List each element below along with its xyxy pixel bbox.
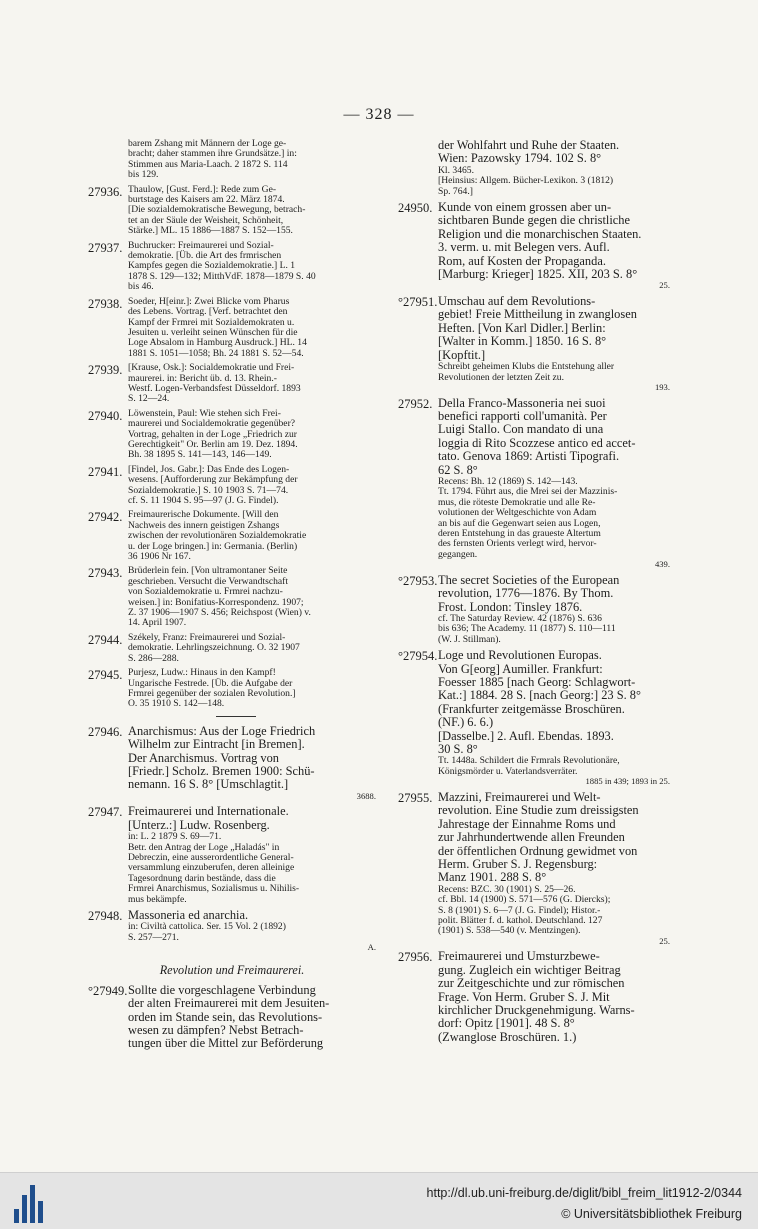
entry-note-line: Stärke.] ML. 15 1886—1887 S. 152—155.	[128, 225, 293, 237]
entry-note-line: Tt. 1794. Führt aus, die Mrei sei der Mazzinis-	[438, 486, 618, 498]
entry-title-line: Von G[eorg] Aumiller. Frankfurt:	[438, 661, 603, 676]
entry-title-line: Sollte die vorgeschlagene Verbindung	[128, 982, 316, 997]
entry-number: 27941.	[88, 464, 123, 479]
entry-note-line: bis 636; The Academy. 11 (1877) S. 110—111	[438, 623, 616, 635]
entry-note-line: des Lebens. Vortrag. [Verf. betrachtet den	[128, 306, 288, 318]
section-heading: Revolution und Freimaurerei.	[159, 962, 305, 977]
entry-note-line: tet an der Säule der Weisheit, Schönheit,	[128, 214, 284, 226]
entry-title-line: Rom, auf Kosten der Propaganda.	[438, 253, 606, 268]
entry-note-line: gegangen.	[438, 548, 478, 560]
bibliography-entry	[88, 668, 376, 710]
bibliography-entry	[398, 139, 670, 197]
entry-reference: 3688.	[356, 790, 376, 801]
entry-note-line: 36 1906 Nr 167.	[128, 551, 191, 563]
entry-note-line: Schreibt geheimen Klubs die Entstehung aller	[438, 361, 615, 373]
bibliography-entry	[88, 465, 376, 507]
entry-title-line: nemann. 16 S. 8° [Umschlagtit.]	[128, 777, 289, 792]
entry-note-line: Tagesordnung darin bestände, dass die	[128, 872, 276, 884]
bibliography-entry	[398, 397, 670, 570]
entry-note-line: Revolutionen der letzten Zeit zu.	[438, 371, 565, 383]
entry-note-line: S. 12—24.	[128, 393, 170, 405]
entry-reference: A.	[367, 942, 376, 953]
entry-note-line: cf. S. 11 1904 S. 95—97 (J. G. Findel).	[128, 495, 279, 506]
bibliography-entry	[398, 295, 670, 392]
entry-note-line: Nachweis des innern geistigen Zshangs	[128, 519, 280, 531]
entry-title-line: Loge und Revolutionen Europas.	[438, 648, 602, 663]
entry-title-line: Mazzini, Freimaurerei und Welt-	[438, 789, 601, 804]
entry-note-line: Freimaurerische Dokumente. [Will den	[128, 509, 279, 521]
entry-note-line: 14. April 1907.	[128, 617, 187, 629]
entry-title-line: Manz 1901. 288 S. 8°	[438, 870, 547, 885]
entry-title-line: sichtbaren Bunde gegen die christliche	[438, 213, 630, 228]
entry-title-line: (NF.) 6. 6.)	[438, 715, 494, 730]
entry-note-line: des fernsten Orients verlegt wird, hervor-	[438, 538, 597, 550]
entry-note-line: Soeder, H[einr.]: Zwei Blicke vom Pharus	[128, 295, 290, 307]
entry-note-line: Jesuiten u. verleiht seinen Wünschen für die	[128, 326, 298, 338]
entry-title-line: zur Jahrhundertwende allen Freunden	[438, 830, 625, 845]
entry-title-line: Della Franco-Massoneria nei suoi	[438, 395, 606, 410]
entry-title-line: Massoneria ed anarchia.	[128, 908, 249, 922]
entry-note-line: Frmrei Anarchismus, Sozialismus u. Nihilis-	[128, 883, 300, 895]
entry-title-line: Freimaurerei und Internationale.	[128, 804, 289, 819]
entry-title-line: Frost. London: Tinsley 1876.	[438, 599, 583, 614]
entry-number: 27947.	[88, 805, 123, 820]
entry-number: 27936.	[88, 184, 123, 199]
entry-note-line: bis 129.	[128, 169, 159, 181]
entry-number: 27945.	[88, 668, 123, 683]
bibliography-entry	[88, 566, 376, 628]
entry-number: 27946.	[88, 724, 123, 739]
entry-title-line: Foesser 1885 [nach Georg: Schlagwort-	[438, 675, 636, 690]
entry-title-line: tato. Genova 1869: Artisti Tipografi.	[438, 449, 620, 464]
entry-note-line: Brüderlein fein. [Von ultramontaner Seite	[128, 565, 288, 577]
entry-note-line: (W. J. Stillman).	[438, 633, 501, 645]
bibliography-entry	[88, 510, 376, 562]
entry-note-line: S. 286—288.	[128, 652, 179, 664]
bibliography-entry	[88, 984, 376, 1051]
entry-title-line: The secret Societies of the European	[438, 572, 620, 587]
entry-title-line: wesen zu dämpfen? Nebst Betrach-	[128, 1023, 304, 1038]
entry-title-line: Kunde von einem grossen aber un-	[438, 200, 612, 215]
entry-title-line: [Kopftit.]	[438, 347, 486, 362]
entry-number: 27938.	[88, 296, 123, 311]
entry-reference: 193.	[654, 381, 670, 392]
bibliography-entry	[88, 139, 376, 181]
entry-number: °27954.	[398, 649, 438, 664]
entry-note-line: Bh. 38 1895 S. 141—143, 146—149.	[128, 449, 272, 461]
footer-bar	[0, 1172, 758, 1229]
entry-note-line: zwischen der revolutionären Sozialdemokratie	[128, 530, 307, 542]
entry-note-line: polit. Blätter f. d. kathol. Deutschland. 127	[438, 914, 603, 926]
entry-note-line: S. 257—271.	[128, 931, 179, 943]
entry-note-line: 1878 S. 129—132; MitthVdF. 1878—1879 S. 40	[128, 270, 316, 282]
bibliography-entry	[88, 409, 376, 461]
entry-title-line: Kat.:] 1884. 28 S. [nach Georg:] 23 S. 8°	[438, 688, 641, 703]
entry-note-line: Buchrucker: Freimaurerei und Sozial-	[128, 239, 274, 251]
entry-title-line: Freimaurerei und Umsturzbewe-	[438, 949, 600, 964]
entry-note-line: Betr. den Antrag der Loge „Haladás" in	[128, 841, 280, 853]
left-column	[88, 139, 376, 1055]
entry-note-line: Vortrag, gehalten in der Loge „Friedrich zur	[128, 428, 297, 440]
separator-rule	[216, 716, 256, 717]
entry-note-line: versammlung einzuberufen, deren alleinige	[128, 862, 295, 874]
bibliography-entry	[88, 297, 376, 359]
entry-note-line: Löwenstein, Paul: Wie stehen sich Frei-	[128, 407, 281, 419]
entry-number: 27937.	[88, 240, 123, 255]
entry-title-line: 30 S. 8°	[438, 742, 478, 757]
entry-note-line: Thaulow, [Gust. Ferd.]: Rede zum Ge-	[128, 183, 277, 195]
entry-note-line: [Heinsius: Allgem. Bücher-Lexikon. 3 (1812)	[438, 175, 614, 187]
entry-note-line: Recens: Bh. 12 (1869) S. 142—143.	[438, 475, 578, 487]
entry-number: 27944.	[88, 632, 123, 647]
entry-number: 27943.	[88, 566, 123, 581]
entry-note-line: Stimmen aus Maria-Laach. 2 1872 S. 114	[128, 158, 288, 170]
entry-note-line: Frmrei gegenüber der sozialen Revolution.]	[128, 687, 296, 699]
entry-title-line: orden im Stande sein, das Revolutions-	[128, 1009, 323, 1024]
entry-note-line: bis 46.	[128, 281, 154, 293]
entry-title-line: [Friedr.] Scholz. Bremen 1900: Schü-	[128, 763, 315, 778]
entry-title-line: Der Anarchismus. Vortrag von	[128, 750, 279, 765]
bibliography-entry	[398, 791, 670, 946]
entry-title-line: revolution. Eine Studie zum dreissigsten	[438, 803, 639, 818]
entry-title-line: Religion und die monarchischen Staaten.	[438, 226, 642, 241]
entry-number: 27956.	[398, 950, 433, 965]
entry-title-line: (Zwanglose Broschüren. 1.)	[438, 1029, 577, 1044]
entry-title-line: Jahrestage der Einnahme Roms und	[438, 816, 616, 831]
source-url-link[interactable]: http://dl.ub.uni-freiburg.de/diglit/bibl_freim_lit1912-2/0344	[426, 1186, 742, 1200]
entry-note-line: maurerei und Socialdemokratie gegenüber?	[128, 418, 296, 430]
entry-note-line: Westf. Logen-Verbandsfest Düsseldorf. 1893	[128, 382, 301, 394]
entry-reference: 25.	[659, 280, 670, 291]
entry-note-line: u. der Loge bringen.] in: Germania. (Berlin)	[128, 540, 298, 552]
entry-note-line: cf. The Saturday Review. 42 (1876) S. 636	[438, 613, 602, 624]
entry-note-line: Recens: BZC. 30 (1901) S. 25—26.	[438, 883, 576, 895]
entry-title-line: (Frankfurter zeitgemässe Broschüren.	[438, 701, 625, 716]
bibliography-entry	[398, 950, 670, 1044]
entry-note-line: Kampfes gegen die Sozialdemokratie.] L. 1	[128, 260, 296, 272]
entry-title-line: zur Zeitgeschichte und zur römischen	[438, 976, 625, 991]
entry-number: 27952.	[398, 396, 433, 411]
page-number: — 328 —	[343, 106, 415, 123]
entry-note-line: [Krause, Osk.]: Socialdemokratie und Frei-	[128, 362, 295, 374]
entry-note-line: cf. Bbl. 14 (1900) S. 571—576 (G. Diercks);	[438, 894, 611, 906]
bibliography-entry	[88, 185, 376, 237]
entry-title-line: Herm. Gruber S. J. Regensburg:	[438, 856, 598, 871]
bibliography-entry	[88, 363, 376, 405]
entry-note-line: barem Zshang mit Männern der Loge ge-	[128, 138, 287, 149]
entry-title-line: [Marburg: Krieger] 1825. XII, 203 S. 8°	[438, 267, 638, 282]
copyright-text: © Universitätsbibliothek Freiburg	[561, 1207, 742, 1221]
entry-note-line: Gerechtigkeit" Or. Berlin am 19. Dez. 1894.	[128, 438, 298, 450]
entry-title-line: gebiet! Freie Mittheilung in zwanglosen	[438, 307, 637, 322]
entry-number: 27939.	[88, 363, 123, 378]
entry-note-line: Loge Absalom in Hamburg Ausdruck.] HL. 14	[128, 337, 307, 349]
entry-note-line: Tt. 1448a. Schildert die Frmrals Revolutionäre,	[438, 755, 620, 767]
entry-note-line: weisen.] in: Bonifatius-Korrespondenz. 1907;	[128, 596, 304, 608]
entry-note-line: demokratie. Lehrlingszeichnung. O. 32 1907	[128, 642, 300, 654]
entry-number: 27948.	[88, 909, 123, 923]
entry-reference: 439.	[654, 559, 670, 570]
entry-title-line: [Unterz.:] Ludw. Rosenberg.	[128, 817, 270, 832]
entry-title-line: Heften. [Von Karl Didler.] Berlin:	[438, 320, 606, 335]
entry-note-line: 1881 S. 1051—1058; Bh. 24 1881 S. 52—54.	[128, 347, 304, 359]
entry-number: 24950.	[398, 201, 433, 216]
entry-note-line: [Findel, Jos. Gabr.]: Das Ende des Logen-	[128, 463, 290, 475]
entry-number: °27951.	[398, 295, 438, 310]
entry-number: 27942.	[88, 510, 123, 525]
entry-title-line: der alten Freimaurerei mit dem Jesuiten-	[128, 996, 330, 1011]
entry-note-line: Königsmörder u. Vaterlandsverräter.	[438, 765, 578, 777]
bibliography-entry	[88, 725, 376, 802]
entry-title-line: 3. verm. u. mit Belegen vers. Aufl.	[438, 240, 610, 255]
bibliography-entry	[398, 574, 670, 645]
entry-title-line: gung. Zugleich ein wichtiger Beitrag	[438, 962, 621, 977]
bibliography-entry	[88, 909, 376, 953]
entry-note-line: deren Entstehung in das graueste Altertum	[438, 527, 601, 539]
entry-note-line: von Sozialdemokratie u. Frmrei nachzu-	[128, 586, 283, 598]
entry-title-line: tungen über die Mittel zur Beförderung	[128, 1036, 324, 1051]
entry-number: 27955.	[398, 790, 433, 805]
entry-title-line: [Dasselbe.] 2. Aufl. Ebendas. 1893.	[438, 728, 614, 743]
entry-title-line: der Wohlfahrt und Ruhe der Staaten.	[438, 138, 620, 152]
entry-note-line: (1901) S. 538—540 (v. Mentzingen).	[438, 925, 581, 937]
entry-title-line: Luigi Stallo. Con mandato di una	[438, 422, 604, 437]
entry-note-line: O. 35 1910 S. 142—148.	[128, 698, 225, 710]
entry-title-line: dorf: Opitz [1901]. 48 S. 8°	[438, 1016, 575, 1031]
entry-title-line: Wien: Pazowsky 1794. 102 S. 8°	[438, 151, 602, 166]
entry-note-line: Kl. 3465.	[438, 164, 474, 176]
entry-reference: 1885 in 439; 1893 in 25.	[585, 776, 670, 787]
entry-note-line: an bis auf die Gegenwart seien aus Logen,	[438, 517, 601, 529]
entry-title-line: 62 S. 8°	[438, 462, 478, 477]
entry-title-line: revolution, 1776—1876. By Thom.	[438, 586, 614, 601]
entry-title-line: [Walter in Komm.] 1850. 16 S. 8°	[438, 334, 607, 349]
entry-note-line: [Die sozialdemokratische Bewegung, betrach-	[128, 204, 306, 216]
entry-note-line: Debreczin, eine ausserordentliche General-	[128, 851, 294, 863]
entry-number: 27940.	[88, 408, 123, 423]
entry-title-line: Anarchismus: Aus der Loge Friedrich	[128, 723, 316, 738]
library-logo-icon	[12, 1183, 48, 1223]
entry-note-line: mus bekämpfe.	[128, 893, 187, 905]
entry-note-line: in: L. 2 1879 S. 69—71.	[128, 831, 222, 843]
entry-note-line: geschrieben. Versucht die Verwandtschaft	[128, 575, 289, 587]
right-column	[398, 139, 670, 1048]
entry-title-line: Wilhelm zur Eintracht [in Bremen].	[128, 737, 305, 752]
entry-note-line: Sozialdemokratie.] S. 10 1903 S. 71—74.	[128, 484, 289, 496]
entry-note-line: Ungarische Festrede. [Üb. die Aufgabe der	[128, 677, 293, 689]
entry-title-line: Frage. Von Herm. Gruber S. J. Mit	[438, 989, 610, 1004]
entry-number: °27949.	[88, 983, 128, 998]
entry-note-line: mus, die röteste Demokratie und alle Re-	[438, 496, 596, 508]
bibliography-entry	[398, 649, 670, 787]
entry-title-line: Umschau auf dem Revolutions-	[438, 294, 596, 309]
entry-note-line: volutionen der Weltgeschichte von Adam	[438, 507, 597, 519]
entry-note-line: Kampf der Frmrei mit Sozialdemokraten u.	[128, 316, 295, 328]
entry-note-line: bracht; daher stammen ihre Grundsätze.] in:	[128, 148, 297, 160]
entry-title-line: der öffentlichen Ordnung gewidmet von	[438, 843, 638, 858]
entry-title-line: loggia di Rito Scozzese antico ed accet-	[438, 435, 636, 450]
bibliography-entry	[88, 241, 376, 293]
entry-note-line: in: Civiltà cattolica. Ser. 15 Vol. 2 (1892)	[128, 921, 286, 933]
entry-note-line: Purjesz, Ludw.: Hinaus in den Kampf!	[128, 667, 276, 679]
bibliography-entry	[398, 201, 670, 291]
entry-note-line: Z. 37 1906—1907 S. 456; Reichspost (Wien) v.	[128, 607, 311, 619]
entry-note-line: burtstage des Kaisers am 22. März 1874.	[128, 194, 285, 206]
entry-note-line: S. 8 (1901) S. 6—7 (J. G. Findel); Histor.-	[438, 904, 601, 916]
bibliography-entry	[88, 805, 376, 905]
entry-number: °27953.	[398, 573, 438, 588]
entry-note-line: wesens. [Aufforderung zur Bekämpfung der	[128, 474, 298, 486]
entry-title-line: kirchlicher Druckgenehmigung. Warns-	[438, 1002, 635, 1017]
entry-title-line: benefici rapporti coll'umanità. Per	[438, 408, 607, 423]
entry-reference: 25.	[659, 935, 670, 946]
entry-note-line: maurerei. in: Bericht üb. d. 13. Rhein.-	[128, 372, 277, 384]
entry-note-line: demokratie. [Üb. die Art des frmrischen	[128, 250, 282, 262]
entry-note-line: Székely, Franz: Freimaurerei und Sozial-	[128, 631, 286, 643]
bibliography-entry	[88, 633, 376, 664]
entry-note-line: Sp. 764.]	[438, 185, 473, 197]
